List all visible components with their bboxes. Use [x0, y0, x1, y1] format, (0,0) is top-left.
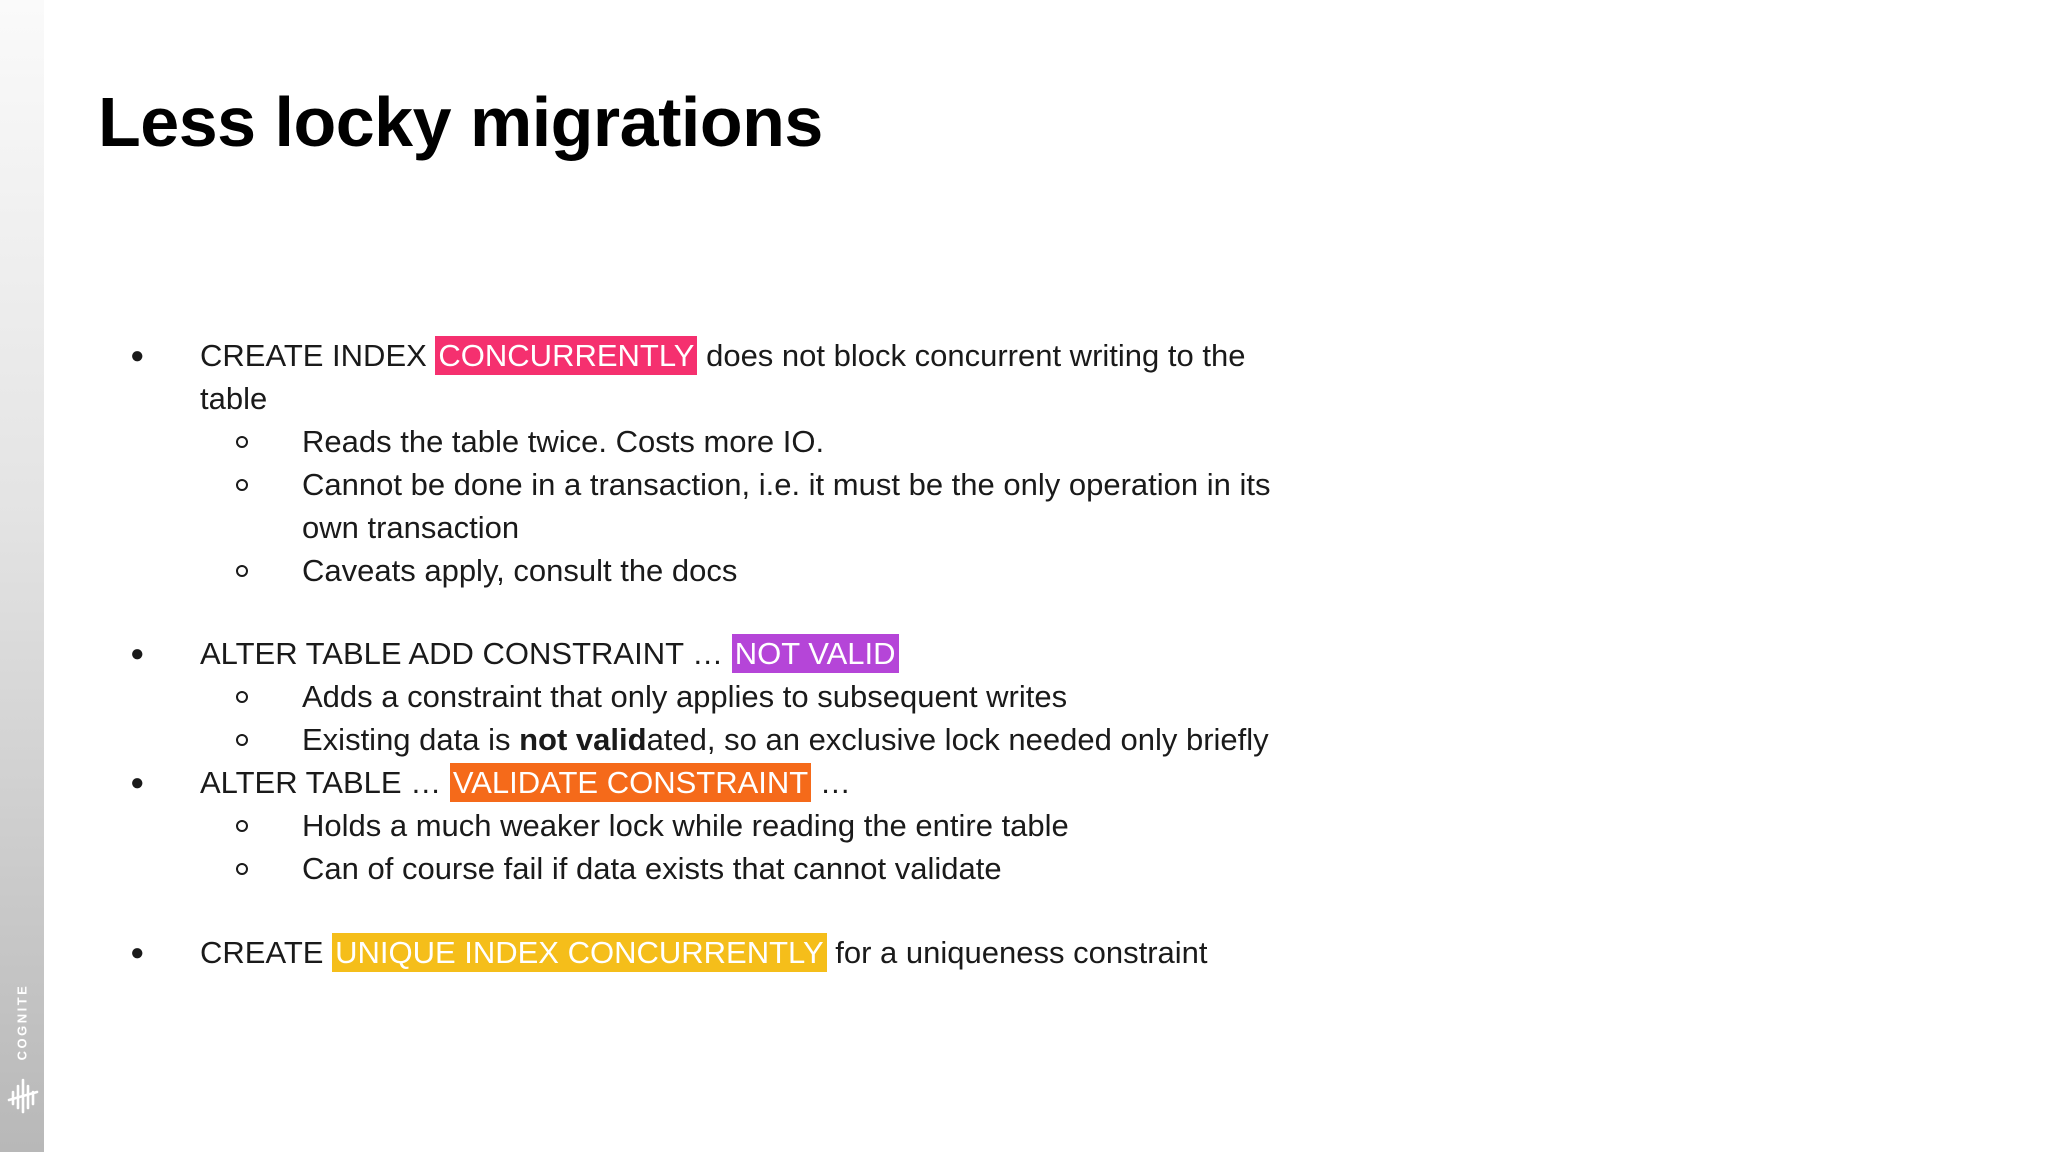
bullet-dot: ● — [130, 342, 145, 369]
bullet-text: CREATE INDEX — [200, 338, 436, 373]
bullet-validate-constraint — [200, 763, 851, 803]
bullet-text: ALTER TABLE … — [200, 765, 450, 800]
bullet-dot: ● — [130, 769, 145, 796]
sub-bullet-circle — [236, 734, 248, 746]
sub-bullet-not-validated — [302, 720, 1269, 760]
sub-bullet-no-transaction: Cannot be done in a transaction, i.e. it must be the only operation in its — [302, 467, 1271, 502]
bullet-text: does not block concurrent writing to the — [697, 338, 1246, 373]
sub-bullet-circle — [236, 691, 248, 703]
bullet-text: … — [811, 765, 851, 800]
brand-wordmark: COGNITE — [14, 983, 30, 1061]
highlight-concurrently: CONCURRENTLY — [435, 336, 697, 375]
bullet-continuation: table — [200, 381, 268, 416]
highlight-not-valid: NOT VALID — [732, 634, 899, 673]
sub-bullet-circle — [236, 863, 248, 875]
highlight-validate-constraint: VALIDATE CONSTRAINT — [450, 763, 811, 802]
bullet-text: CREATE — [200, 935, 333, 970]
sub-bullet-circle — [236, 820, 248, 832]
bullet-unique-index — [200, 933, 1208, 973]
sub-bullet-subsequent-writes: Adds a constraint that only applies to subsequent writes — [302, 679, 1068, 714]
bullet-create-index — [200, 336, 1245, 376]
sub-bullet-circle — [236, 436, 248, 448]
bullet-add-constraint — [200, 634, 899, 674]
bullet-dot: ● — [130, 640, 145, 667]
sub-bullet-circle — [236, 565, 248, 577]
bullet-text: for a uniqueness constraint — [826, 935, 1208, 970]
highlight-unique-index-concurrently: UNIQUE INDEX CONCURRENTLY — [332, 933, 827, 972]
sub-bullet-caveats: Caveats apply, consult the docs — [302, 553, 738, 588]
sub-bullet-text: Existing data is — [302, 722, 520, 757]
sub-bullet-circle — [236, 479, 248, 491]
sub-bullet-weaker-lock: Holds a much weaker lock while reading the entire table — [302, 808, 1069, 843]
bullet-dot: ● — [130, 939, 145, 966]
bullet-text: ALTER TABLE ADD CONSTRAINT … — [200, 636, 732, 671]
sub-bullet-can-fail: Can of course fail if data exists that cannot validate — [302, 851, 1002, 886]
bold-text: not valid — [519, 722, 647, 757]
sub-bullet-text: ated, so an exclusive lock needed only briefly — [646, 722, 1269, 757]
sub-bullet-reads-twice: Reads the table twice. Costs more IO. — [302, 424, 825, 459]
sub-bullet-continuation: own transaction — [302, 510, 520, 545]
slide-title: Less locky migrations — [98, 83, 823, 161]
